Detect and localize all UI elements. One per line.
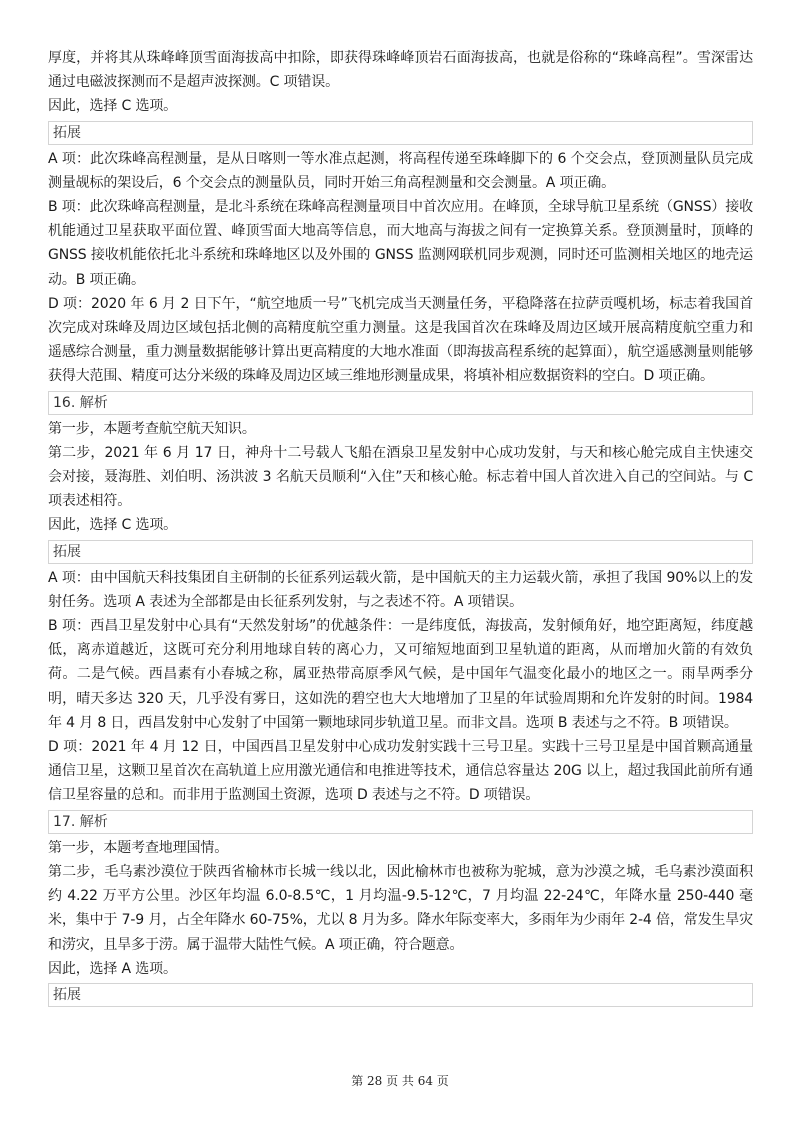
paragraph: D 项：2020 年 6 月 2 日下午，“航空地质一号”飞机完成当天测量任务，平稳降落在拉萨贡嘎机场，标志着我国首次完成对珠峰及周边区域包括北侧的高精度航空重力测量。这是我国首次在珠峰及周边区域开展高精度航空重力和遥感综合测量，重力测量数据能够计算出更高精度的大地水准面（即海拔高程系统的起算面），航空遥感测量则能够获得大范围、精度可达分米级的珠峰及周边区域三维地形测量成果，将填补相应数据资料的空白。D 项正确。 (48, 295, 753, 385)
paragraph: 第二步，2021 年 6 月 17 日，神舟十二号载人飞船在酒泉卫星发射中心成功发射，与天和核心舱完成自主快速交会对接，聂海胜、刘伯明、汤洪波 3 名航天员顺利“入住”天和核心舱。标志着中国人首次进入自己的空间站。与 C 项表述相符。 (48, 444, 753, 510)
paragraph: B 项：此次珠峰高程测量，是北斗系统在珠峰高程测量项目中首次应用。在峰顶，全球导航卫星系统（GNSS）接收机能通过卫星获取平面位置、峰顶雪面大地高等信息，而大地高与海拔之间有一定换算关系。登顶测量时，顶峰的 GNSS 接收机能依托北斗系统和珠峰地区以及外围的 GNSS 监测网联机同步观测，同时还可监测相关地区的地壳运动。B 项正确。 (48, 199, 753, 288)
paragraph: A 项：由中国航天科技集团自主研制的长征系列运载火箭，是中国航天的主力运载火箭，承担了我国 90%以上的发射任务。选项 A 表述为全部都是由长征系列发射，与之表述不符。A 项错误。 (48, 569, 753, 610)
paragraph: 厚度，并将其从珠峰峰顶雪面海拔高中扣除，即获得珠峰峰顶岩石面海拔高，也就是俗称的“珠峰高程”。雪深雷达通过电磁波探测而不是超声波探测。C 项错误。 (48, 50, 753, 91)
paragraph: A 项：此次珠峰高程测量，是从日喀则一等水准点起测，将高程传递至珠峰脚下的 6 个交会点，登顶测量队员完成测量觇标的架设后，6 个交会点的测量队员，同时开始三角高程测量和交会测量。A 项正确。 (48, 150, 753, 191)
paragraph: B 项：西昌卫星发射中心具有“天然发射场”的优越条件：一是纬度低，海拔高，发射倾角好，地空距离短，纬度越低，离赤道越近，这既可充分利用地球自转的离心力，又可缩短地面到卫星轨道的距离，从而增加火箭的有效负荷。二是气候。西昌素有小春城之称，属亚热带高原季风气候，是中国年气温变化最小的地区之一。雨旱两季分明，晴天多达 320 天，几乎没有雾日，这如洗的碧空也大大地增加了卫星的年试验周期和允许发射的时间。1984 年 4 月 8 日，西昌发射中心发射了中国第一颗地球同步轨道卫星。而非文昌。选项 B 表述与之不符。B 项错误。 (48, 618, 753, 731)
section-header-extension: 拓展 (48, 121, 753, 145)
paragraph: 第一步，本题考查航空航天知识。 (48, 420, 256, 437)
answer-line: 因此，选择 C 选项。 (48, 98, 178, 115)
section-header-q17: 17. 解析 (48, 810, 753, 834)
paragraph: 第二步，毛乌素沙漠位于陕西省榆林市长城一线以北，因此榆林市也被称为驼城，意为沙漠之城，毛乌素沙漠面积约 4.22 万平方公里。沙区年均温 6.0-8.5℃，1 月均温-9.5-12℃，7 月均温 22-24℃，年降水量 250-440 毫米，集中于 7-9 月，占全年降水 60-75%，尤以 8 月为多。降水年际变率大，多雨年为少雨年 2-4 倍，常发生旱灾和涝灾，且旱多于涝。属于温带大陆性气候。A 项正确，符合题意。 (48, 863, 753, 953)
document-body (48, 46, 753, 1009)
section-header-q16: 16. 解析 (48, 391, 753, 415)
paragraph: 第一步，本题考查地理国情。 (48, 839, 229, 856)
answer-line: 因此，选择 C 选项。 (48, 517, 178, 534)
answer-line: 因此，选择 A 选项。 (48, 960, 177, 977)
page-number: 第 28 页 共 64 页 (351, 1074, 449, 1088)
section-header-extension: 拓展 (48, 983, 753, 1007)
section-header-extension: 拓展 (48, 540, 753, 564)
paragraph: D 项：2021 年 4 月 12 日，中国西昌卫星发射中心成功发射实践十三号卫星。实践十三号卫星是中国首颗高通量通信卫星，这颗卫星首次在高轨道上应用激光通信和电推进等技术，通信总容量达 20G 以上，超过我国此前所有通信卫星容量的总和。而非用于监测国土资源，选项 D 表述与之不符。D 项错误。 (48, 739, 753, 804)
